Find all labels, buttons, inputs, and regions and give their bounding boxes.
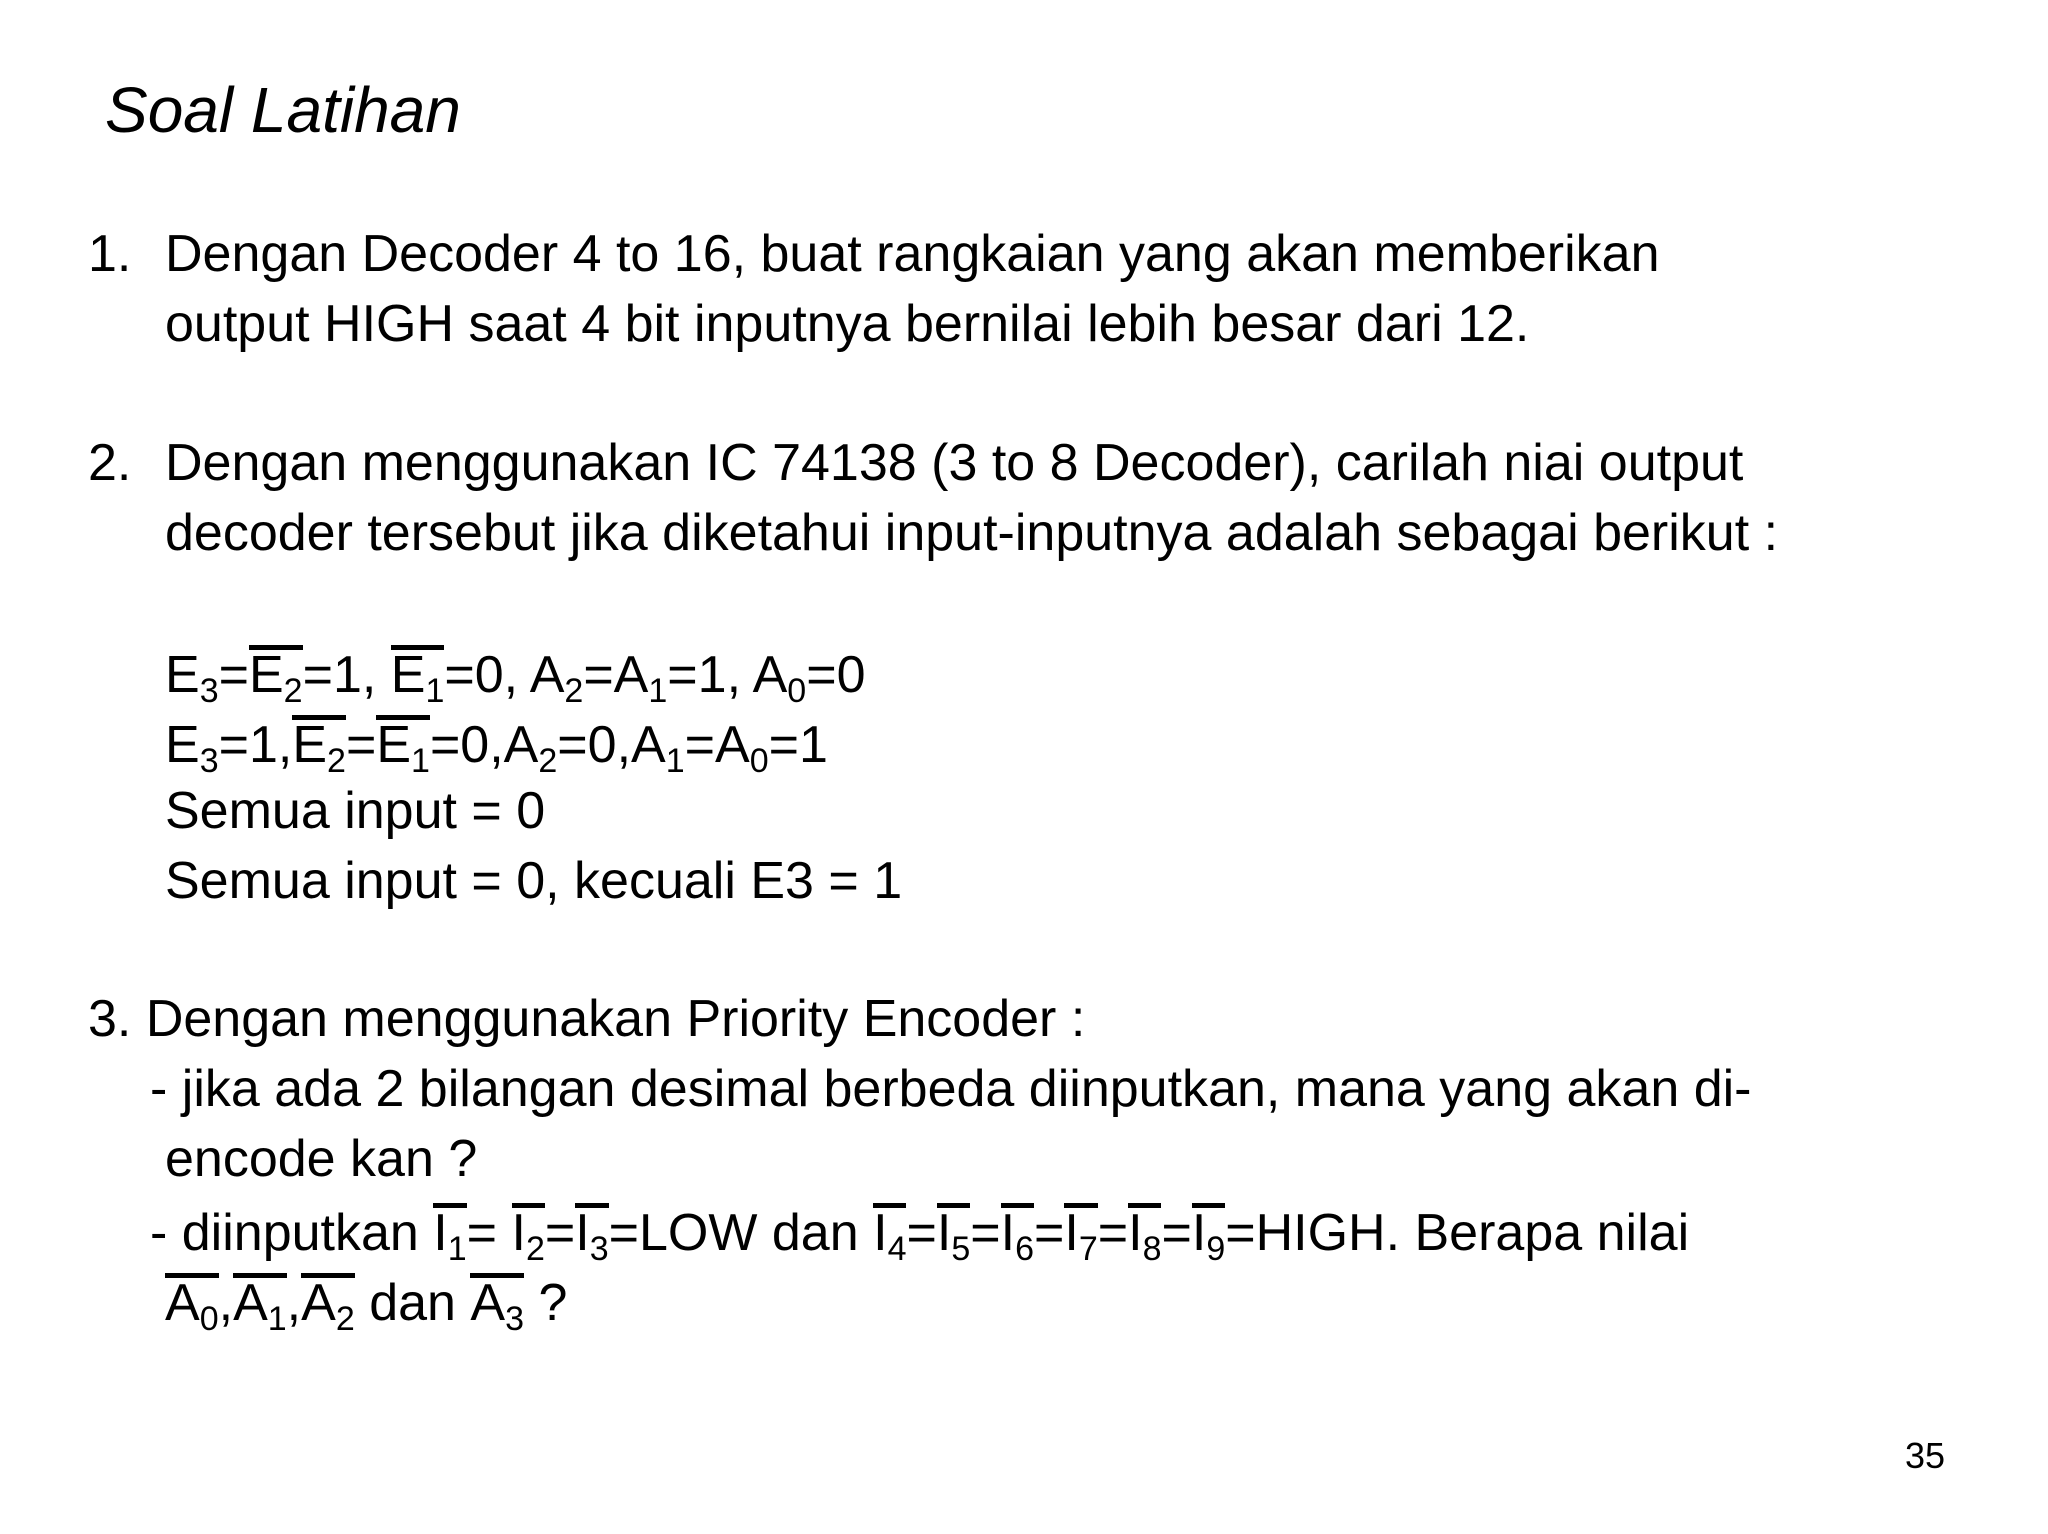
- q2-line2: decoder tersebut jika diketahui input-inputnya adalah sebagai berikut :: [165, 504, 1779, 562]
- slide-title: Soal Latihan: [105, 74, 461, 146]
- q1-line1: Dengan Decoder 4 to 16, buat rangkaian yang akan memberikan: [165, 225, 1660, 283]
- q2-case2: $E_3=1,E_2=E_1=0,A_2=0,A_1=A_0=1$: [165, 716, 828, 780]
- q1-line2: output HIGH saat 4 bit inputnya bernilai lebih besar dari 12.: [165, 295, 1530, 353]
- q3-line3: encode kan ?: [165, 1130, 478, 1188]
- q1-number: 1.: [88, 225, 132, 283]
- q3-line2: - jika ada 2 bilangan desimal berbeda diinputkan, mana yang akan di-: [150, 1060, 1752, 1118]
- q3-line4-mid: =LOW dan: [608, 1204, 859, 1262]
- q3-line5-dan: dan: [369, 1274, 456, 1332]
- q2-case4: Semua input = 0, kecuali E3 = 1: [165, 852, 903, 910]
- q2-number: 2.: [88, 434, 132, 492]
- q2-case1: $E_3=E_2=1$, $E_1=0$, $A_2=A_1=1$, $A_0=0$: [165, 646, 866, 710]
- q3-line5: $A_0,A_1,A_2$ dan $A_3$ ?: [165, 1274, 568, 1338]
- q3-line1: 3. Dengan menggunakan Priority Encoder :: [88, 990, 1086, 1048]
- q3-line5-q: ?: [538, 1274, 568, 1332]
- q3-line4: - diinputkan $I_1= I_2=I_3=LOW$ dan $I_4=I_5=I_6=I_7=I_8=I_9=HIGH$. Berapa nilai: [150, 1204, 1690, 1268]
- page-number: 35: [1905, 1435, 1946, 1476]
- q2-case3: Semua input = 0: [165, 782, 546, 840]
- q3-line4-suffix: =HIGH. Berapa nilai: [1225, 1204, 1690, 1262]
- q2-line1: Dengan menggunakan IC 74138 (3 to 8 Decoder), carilah niai output: [165, 434, 1744, 492]
- q3-line4-prefix: - diinputkan: [150, 1204, 419, 1262]
